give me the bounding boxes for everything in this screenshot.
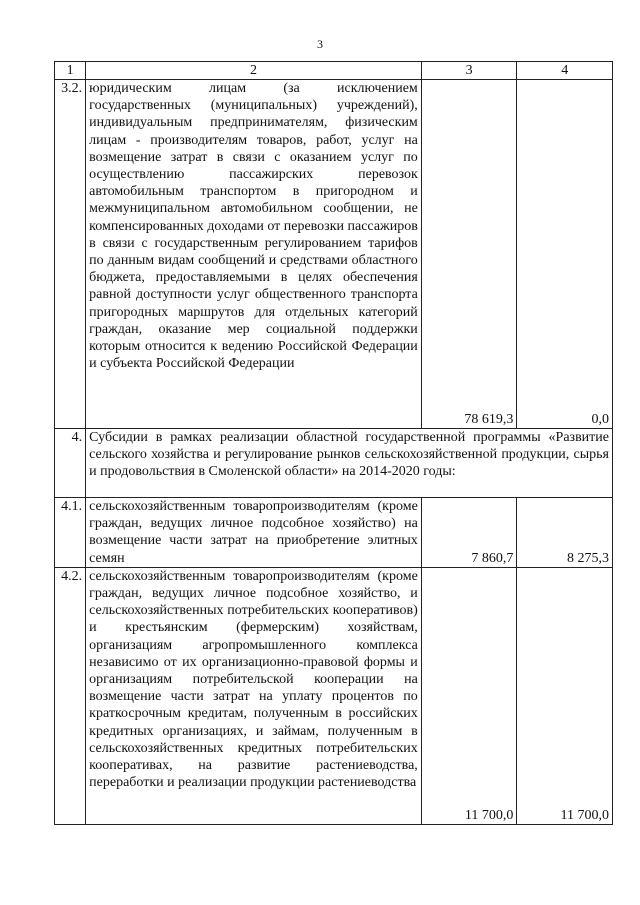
row-description: Субсидии в рамках реализации областной государственной программы «Развитие сельского хозяйства и регулирование рынков сельскохозяйственной продукции, сырья и продовольствия в Смоленской области» на 2014-2020 годы: <box>86 429 613 498</box>
row-value-col4: 11 700,0 <box>517 567 613 824</box>
row-value-col4: 0,0 <box>517 80 613 429</box>
header-cell-4: 4 <box>517 62 613 80</box>
row-number: 4.1. <box>55 498 86 568</box>
row-number: 4. <box>55 429 86 498</box>
row-description: сельскохозяйственным товаропроизводителям (кроме граждан, ведущих личное подсобное хозяйство) на возмещение части затрат на приобретение элитных семян <box>86 498 422 568</box>
page-number: 3 <box>317 37 323 51</box>
budget-table <box>54 61 613 825</box>
row-value-col3: 78 619,3 <box>421 80 517 429</box>
row-number: 4.2. <box>55 567 86 824</box>
table-row <box>55 429 613 498</box>
row-description: юридическим лицам (за исключением государственных (муниципальных) учреждений), индивидуальным предпринимателям, физическим лицам - производителям товаров, работ, услуг на возмещение затрат в связи с оказанием услуг по осуществлению пассажирских перевозок автомобильным транспортом в пригородном и межмуниципальном автомобильном сообщении, не компенсированных доходами от перевозки пассажиров в связи с государственным регулированием тарифов по данным видам сообщений и средствами областного бюджета, предоставляемыми в целях обеспечения равной доступности услуг общественного транспорта пригородных маршрутов для отдельных категорий граждан, оказание мер социальной поддержки которым относится к ведению Российской Федерации и субъекта Российской Федерации <box>86 80 422 429</box>
header-cell-1: 1 <box>55 62 86 80</box>
row-value-col3: 7 860,7 <box>421 498 517 568</box>
header-cell-3: 3 <box>421 62 517 80</box>
row-value-col4: 8 275,3 <box>517 498 613 568</box>
table-row <box>55 80 613 429</box>
header-cell-2: 2 <box>86 62 422 80</box>
row-description: сельскохозяйственным товаропроизводителям (кроме граждан, ведущих личное подсобное хозяйство, и сельскохозяйственных потребительских кооперативов) и крестьянским (фермерским) хозяйствам, организациям агропромышленного комплекса независимо от их организационно-правовой формы и организациям потребительской кооперации на возмещение части затрат на уплату процентов по краткосрочным кредитам, полученным в российских кредитных организациях, и займам, полученным в сельскохозяйственных кредитных потребительских кооперативах, на развитие растениеводства, переработки и реализации продукции растениеводства <box>86 567 422 824</box>
table-header-row <box>55 62 613 80</box>
table-row <box>55 498 613 568</box>
row-number: 3.2. <box>55 80 86 429</box>
row-value-col3: 11 700,0 <box>421 567 517 824</box>
table-row <box>55 567 613 824</box>
